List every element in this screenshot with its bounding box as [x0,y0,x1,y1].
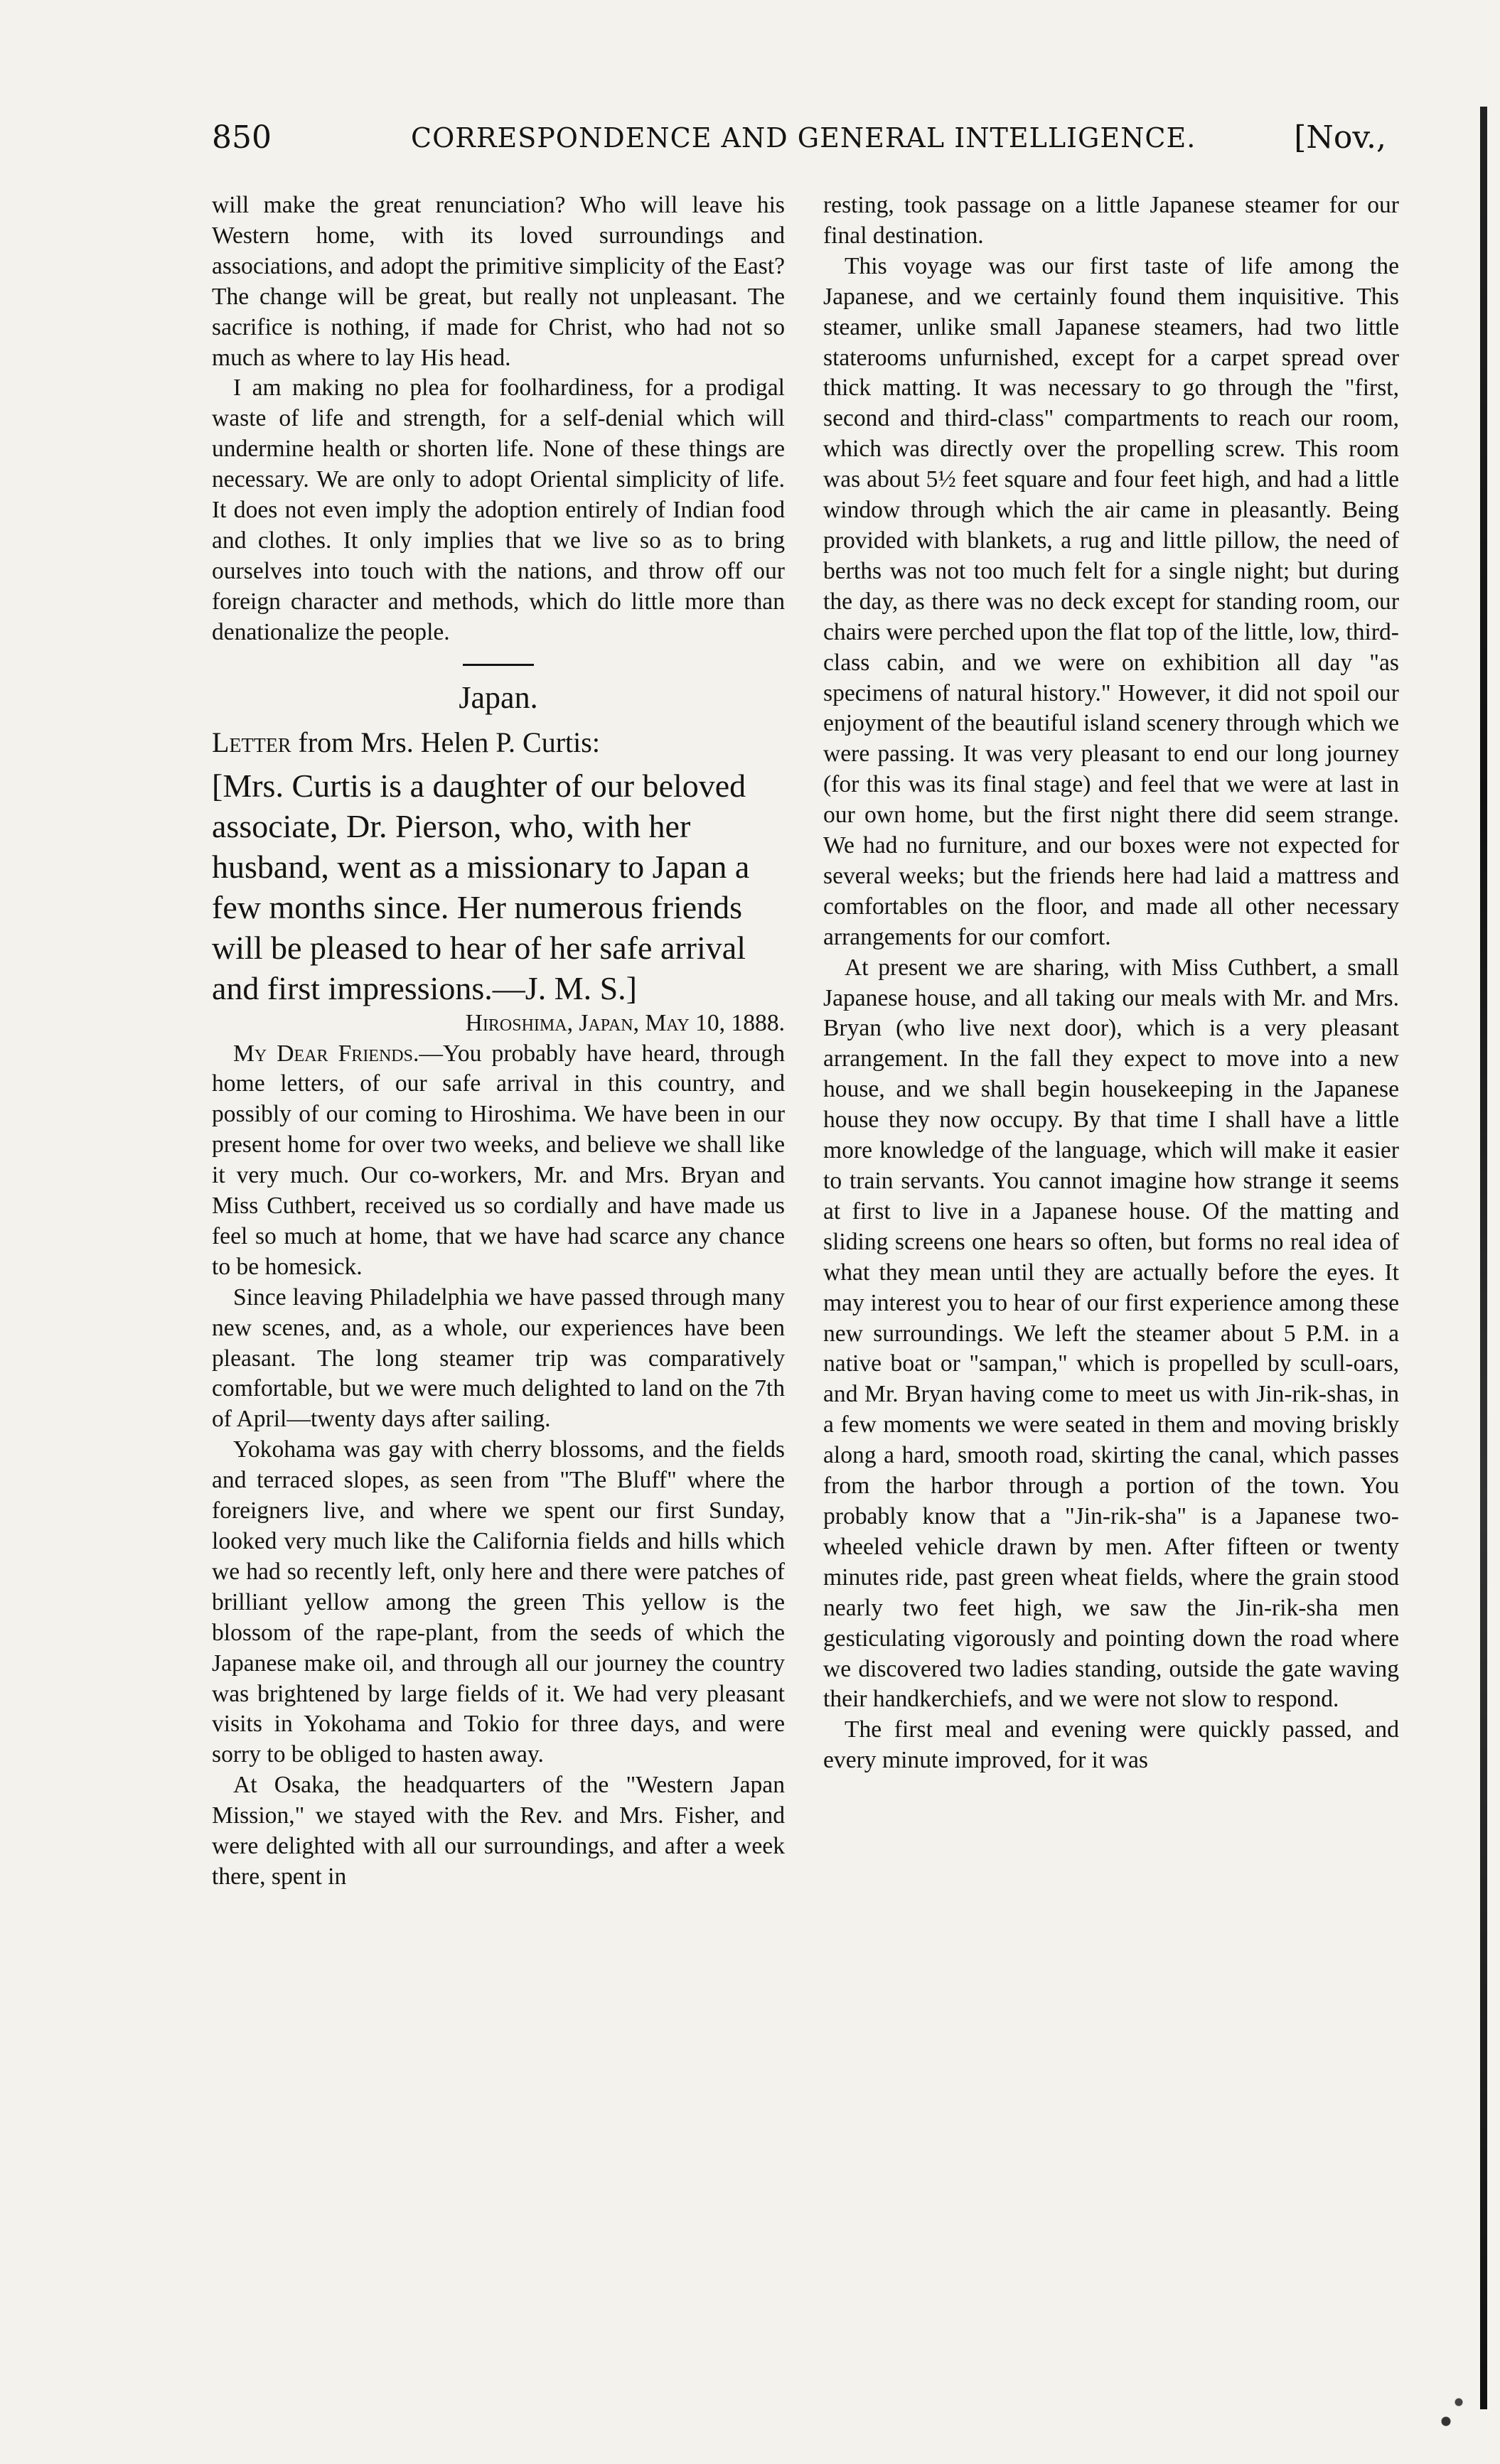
paragraph: Yokohama was gay with cherry blossoms, and the fields and terraced slopes, as seen from "The Bluff" where the foreigners live, and where we spent our first Sunday, looked very much like the California fields and hills which we had so recently left, only here and there were patches of brilliant yellow among the green This yellow is the blossom of the rape-plant, from the seeds of which the Japanese make oil, and through all our journey the country was brightened by large fields of it. We had very pleasant visits in Yokohama and Tokio for three days, and were sorry to be obliged to hasten away. [212,1436,785,1768]
paragraph: This voyage was our first taste of life among the Japanese, and we certainly found them inquisitive. This steamer, unlike small Japanese steamers, had two little staterooms unfurnished, except for a carpet spread over thick matting. It was necessary to go through the "first, second and third-class" compartments to reach our room, which was directly over the propelling screw. This room was about 5½ feet square and four feet high, and had a little window through which the air came in pleasantly. Being provided with blankets, a rug and little pillow, the need of berths was not too much felt for a single night; but during the day, as there was no deck except for standing room, our chairs were perched upon the flat top of the little, low, third-class cabin, and we were on exhibition all day "as specimens of natural history." However, it did not spoil our enjoyment of the beautiful island scenery through which we were passing. It was very pleasant to end our long journey (for this was its final stage) and feel that we were at last in our own home, but the first night there did seem strange. We had no furniture, and our boxes were not expected for several weeks; but the friends here had laid a mattress and comfortables on the floor, and made all other necessary arrangements for our comfort. [823,252,1399,950]
page-edge-shadow [1480,107,1487,2409]
running-header [212,119,1386,169]
letter-title [212,724,785,761]
running-title: CORRESPONDENCE AND GENERAL INTELLIGENCE. [411,122,1196,154]
scan-artifact [1429,2383,1472,2447]
left-column [212,190,785,1893]
paragraph: At Osaka, the headquarters of the "Western Japan Mission," we stayed with the Rev. and Mrs. Fisher, and were delighted with all our surroundings, and after a week there, spent in [212,1772,785,1890]
right-column [823,190,1399,1776]
editor-note: [Mrs. Curtis is a daughter of our beloved associate, Dr. Pierson, who, with her husband, went as a missionary to Japan a few months since. Her numerous friends will be pleased to hear of her safe arrival and first impressions.—J. M. S.] [212,767,750,1006]
paragraph [212,1039,785,1283]
paragraph: I am making no plea for foolhardiness, for a prodigal waste of life and strength, for a self-denial which will undermine health or shorten life. None of these things are necessary. We are only to adopt Oriental simplicity of life. It does not even imply the adoption entirely of Indian food and clothes. It only implies that we live so as to bring ourselves into touch with the nations, and throw off our foreign character and methods, which do little more than denationalize the people. [212,375,785,645]
paragraph: The first meal and evening were quickly passed, and every minute improved, for it was [823,1716,1399,1774]
paragraph: will make the great renunciation? Who will leave his Western home, with its loved surroundings and associations, and adopt the primitive simplicity of the East? The change will be great, but really not unpleasant. The sacrifice is nothing, if made for Christ, who had not so much as where to lay His head. [212,192,785,371]
section-heading: Japan. [459,679,538,715]
paragraph: resting, took passage on a little Japanese steamer for our final destination. [823,192,1399,249]
letter-title-author: from Mrs. Helen P. Curtis: [298,726,600,758]
paragraph: At present we are sharing, with Miss Cuthbert, a small Japanese house, and all taking our meals with Mr. and Mrs. Bryan (who live next door), which is a very pleasant arrangement. In the fall they expect to move into a new house, and we shall begin housekeeping in the Japanese house they now occupy. By that time I shall have a little more knowledge of the language, which will make it easier to train servants. You cannot imagine how strange it seems at first to live in a Japanese house. Of the matting and sliding screens one hears so often, but forms no real idea of what they mean until they are actually before the eyes. It may interest you to hear of our first experience among these new surroundings. We left the steamer about 5 P.M. in a native boat or "sampan," which is propelled by scull-oars, and Mr. Bryan having come to meet us with Jin-rik-shas, in a few moments we were seated in them and moving briskly along a hard, smooth road, skirting the canal, which passes from the harbor through a portion of the town. You probably know that a "Jin-rik-sha" is a Japanese two-wheeled vehicle drawn by men. After fifteen or twenty minutes ride, past green wheat fields, where the grain stood nearly two feet high, we saw the Jin-rik-sha men gesticulating vigorously and pointing down the road where we discovered two ladies standing, outside the gate waving their handkerchiefs, and we were not slow to respond. [823,954,1399,1713]
section-divider [463,664,534,666]
paragraph-text: —You probably have heard, through home letters, of our safe arrival in this country, and possibly of our coming to Hiroshima. We have been in our present home for over two weeks, and believe we shall like it very much. Our co-workers, Mr. and Mrs. Bryan and Miss Cuthbert, received us so cordially and have made us feel so much at home, that we have had scarce any chance to be homesick. [212,1040,785,1280]
page-number: 850 [212,119,272,156]
dateline: Hiroshima, Japan, May 10, 1888. [465,1009,785,1036]
salutation: My Dear Friends. [233,1040,419,1067]
letter-title-label: Letter [212,726,291,758]
month-label: [Nov., [1294,119,1386,156]
paragraph: Since leaving Philadelphia we have passed through many new scenes, and, as a whole, our experiences have been pleasant. The long steamer trip was comparatively comfortable, but we were much delighted to land on the 7th of April—twenty days after sailing. [212,1284,785,1433]
